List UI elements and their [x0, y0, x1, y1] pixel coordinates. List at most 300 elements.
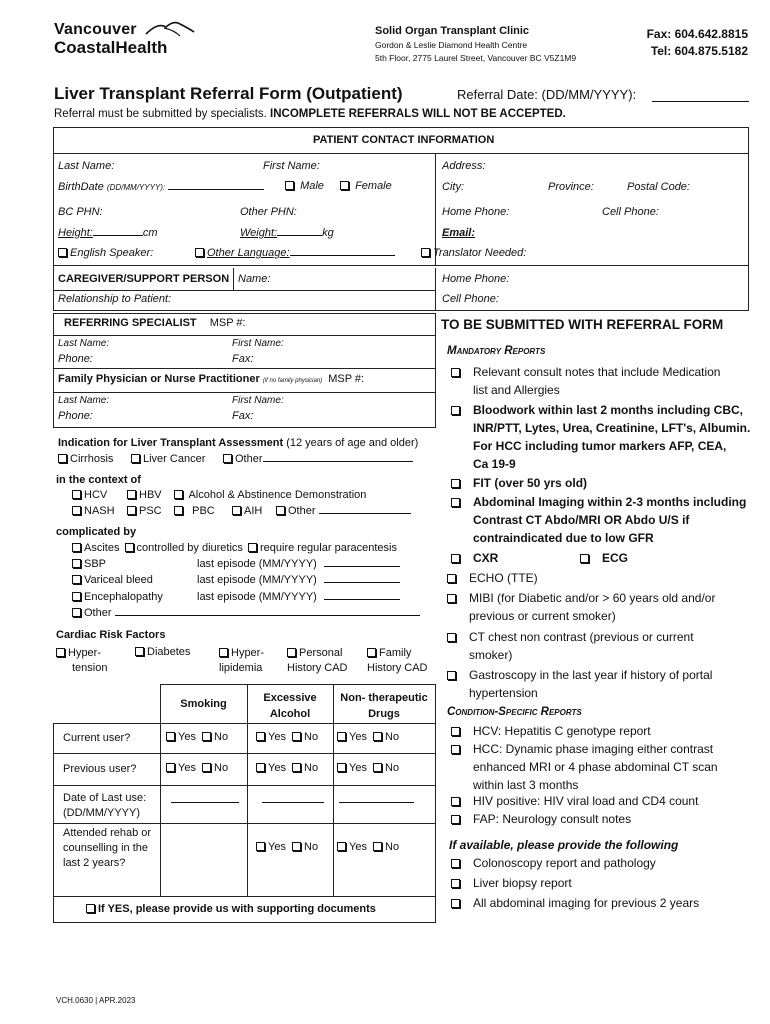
checklist-checkbox[interactable]	[451, 406, 460, 415]
clinic-name: Solid Organ Transplant Clinic	[375, 25, 530, 37]
sbp-episode-label: last episode (MM/YYYY)	[197, 558, 317, 570]
no-label: No	[304, 841, 319, 853]
smoking-date-field[interactable]	[171, 802, 239, 803]
aih-label: AIH	[244, 505, 263, 517]
no-checkbox[interactable]	[292, 732, 301, 741]
indication-other-label: Other	[235, 453, 263, 465]
context-title: in the context of	[56, 474, 141, 486]
notice-text: Referral must be submitted by specialists.	[54, 108, 267, 120]
nash-label: NASH	[84, 505, 115, 517]
psc-row[interactable]	[127, 505, 162, 517]
patient-province[interactable]: Province:	[548, 181, 594, 193]
yes-checkbox[interactable]	[337, 842, 346, 851]
date-last-line2: (DD/MM/YYYY)	[63, 807, 140, 819]
checklist-text: previous or current smoker)	[469, 609, 616, 623]
caregiver-home-phone[interactable]: Home Phone:	[442, 273, 510, 285]
translator-row[interactable]	[421, 247, 526, 259]
mandatory-item	[473, 439, 726, 453]
caregiver-cell-phone[interactable]: Cell Phone:	[442, 293, 499, 305]
family-cad-row[interactable]	[367, 646, 428, 676]
hyperlipidemia-row[interactable]	[219, 646, 264, 676]
indication-age-note: (12 years of age and older)	[286, 437, 419, 449]
checklist-text: within last 3 months	[473, 778, 579, 792]
referring-msp[interactable]: MSP #:	[209, 317, 246, 329]
checklist-text: enhanced MRI or 4 phase abdominal CT scan	[473, 760, 718, 774]
caregiver-relationship[interactable]: Relationship to Patient:	[58, 293, 172, 305]
height-label: Height:	[58, 227, 93, 239]
sbp-label: SBP	[84, 558, 107, 570]
enceph-episode[interactable]	[197, 591, 400, 603]
no-label: No	[214, 762, 229, 774]
clinic-address: 5th Floor, 2775 Laurel Street, Vancouver BC V5Z1M9	[375, 53, 577, 63]
fp-last-name[interactable]: Last Name:	[58, 395, 110, 406]
yes-checkbox[interactable]	[166, 732, 175, 741]
patient-other-phn[interactable]: Other PHN:	[240, 206, 297, 218]
paracentesis-checkbox[interactable]	[248, 543, 257, 552]
weight-unit: kg	[322, 227, 334, 239]
yes-label: Yes	[178, 731, 196, 743]
date-last-line1: Date of Last use:	[63, 792, 147, 804]
cxr-item[interactable]	[473, 551, 498, 565]
cirrhosis-row[interactable]	[58, 453, 113, 465]
paracentesis-label: require regular paracentesis	[259, 542, 397, 554]
complicated-other-label: Other	[84, 607, 112, 619]
rehab-drugs-yesno[interactable]	[337, 841, 399, 853]
controlled-checkbox[interactable]	[125, 543, 134, 552]
col-drugs-line2: Drugs	[368, 708, 400, 720]
family-cad-label2: History CAD	[367, 662, 428, 674]
mandatory-item	[473, 531, 654, 545]
hypertension-label: Hyper-	[68, 647, 102, 659]
patient-first-name[interactable]: First Name:	[263, 160, 320, 172]
condition-item[interactable]	[473, 724, 651, 738]
vch-logo	[54, 22, 167, 58]
col-drugs-line1: Non- therapeutic	[340, 692, 428, 704]
checklist-checkbox[interactable]	[447, 671, 456, 680]
complicated-title: complicated by	[56, 526, 137, 538]
birthdate-label: BirthDate	[58, 181, 104, 193]
english-label: English Speaker:	[70, 247, 154, 259]
no-label: No	[385, 762, 400, 774]
rehab-line3: last 2 years?	[63, 857, 126, 869]
col-drugs	[333, 690, 435, 722]
if-yes-label: If YES, please provide us with supporting documents	[98, 903, 376, 915]
patient-section-title: PATIENT CONTACT INFORMATION	[313, 134, 495, 146]
checklist-checkbox[interactable]	[451, 745, 460, 754]
checklist-text: contraindicated due to low GFR	[473, 531, 654, 545]
no-label: No	[304, 731, 319, 743]
checklist-text: FIT (over 50 yrs old)	[473, 476, 588, 490]
mandatory-item[interactable]	[469, 591, 715, 605]
male-checkbox[interactable]	[285, 181, 294, 190]
alcohol-row[interactable]	[174, 489, 366, 501]
checklist-checkbox[interactable]	[447, 633, 456, 642]
rehab-line2: counselling in the	[63, 842, 149, 854]
if-yes-checkbox[interactable]	[86, 904, 95, 913]
cardiac-title: Cardiac Risk Factors	[56, 629, 166, 641]
ascites-label: Ascites	[84, 542, 120, 554]
mandatory-item[interactable]	[469, 668, 712, 682]
variceal-checkbox[interactable]	[72, 575, 81, 584]
context-other-row[interactable]	[276, 505, 411, 517]
liver-cancer-label: Liver Cancer	[143, 453, 206, 465]
hbv-checkbox[interactable]	[127, 490, 136, 499]
checklist-text: Ca 19-9	[473, 457, 516, 471]
checklist-checkbox[interactable]	[451, 498, 460, 507]
checklist-text: CT chest non contrast (previous or current	[469, 630, 694, 644]
yes-label: Yes	[349, 841, 367, 853]
translator-checkbox[interactable]	[421, 248, 430, 257]
condition-item[interactable]	[473, 812, 631, 826]
context-other-checkbox[interactable]	[276, 506, 285, 515]
hcv-label: HCV	[84, 489, 108, 501]
enceph-label: Encephalopathy	[84, 591, 163, 603]
drugs-date-field[interactable]	[339, 802, 414, 803]
no-checkbox[interactable]	[373, 842, 382, 851]
checklist-text: ECHO (TTE)	[469, 571, 538, 585]
checklist-text: For HCC including tumor markers AFP, CEA,	[473, 439, 727, 453]
condition-item	[473, 760, 718, 774]
ascites-checkbox[interactable]	[72, 543, 81, 552]
patient-bc-phn[interactable]: BC PHN:	[58, 206, 103, 218]
checklist-checkbox[interactable]	[451, 815, 460, 824]
sbp-row[interactable]	[72, 558, 106, 570]
col-alcohol-line2: Alcohol	[269, 708, 311, 720]
yes-label: Yes	[178, 762, 196, 774]
rehab-label	[63, 826, 151, 871]
date-last-use-label	[63, 791, 146, 821]
checklist-checkbox[interactable]	[451, 727, 460, 736]
weight-field[interactable]	[277, 235, 322, 236]
condition-item[interactable]	[473, 742, 713, 756]
patient-address[interactable]: Address:	[442, 160, 486, 172]
current-alcohol-yesno[interactable]	[256, 731, 318, 743]
sbp-checkbox[interactable]	[72, 559, 81, 568]
hypertension-label2: tension	[72, 662, 108, 674]
mandatory-item[interactable]	[469, 571, 538, 585]
variceal-episode-field[interactable]	[324, 582, 400, 583]
checklist-text: Bloodwork within last 2 months including CBC,	[473, 403, 743, 417]
col-alcohol	[247, 690, 333, 722]
personal-cad-label2: History CAD	[287, 662, 348, 674]
no-label: No	[214, 731, 229, 743]
enceph-episode-field[interactable]	[324, 599, 400, 600]
yes-label: Yes	[268, 841, 286, 853]
birthdate-format: (DD/MM/YYYY):	[106, 183, 166, 192]
checklist-text: Relevant consult notes that include Medication	[473, 365, 721, 379]
hcv-checkbox[interactable]	[72, 490, 81, 499]
checklist-checkbox[interactable]	[451, 797, 460, 806]
psc-checkbox[interactable]	[127, 506, 136, 515]
height-field[interactable]	[93, 235, 143, 236]
checklist-checkbox[interactable]	[451, 899, 460, 908]
checklist-checkbox[interactable]	[451, 368, 460, 377]
col-alcohol-line1: Excessive	[263, 692, 317, 704]
height-unit: cm	[142, 227, 158, 239]
referring-phone[interactable]: Phone:	[58, 353, 93, 365]
enceph-checkbox[interactable]	[72, 592, 81, 601]
complicated-other-field[interactable]	[115, 615, 420, 616]
enceph-episode-label: last episode (MM/YYYY)	[197, 591, 317, 603]
fp-fax[interactable]: Fax:	[232, 410, 254, 422]
other-language-field[interactable]	[290, 255, 395, 256]
current-user-label: Current user?	[63, 732, 131, 744]
female-checkbox[interactable]	[340, 181, 349, 190]
checklist-text: HIV positive: HIV viral load and CD4 count	[473, 794, 699, 808]
condition-title: Condition-Specific Reports	[447, 706, 582, 718]
clinic-contact	[647, 26, 748, 60]
referral-notice	[54, 108, 566, 120]
checklist-text: All abdominal imaging for previous 2 years	[473, 896, 700, 910]
fp-msp[interactable]: MSP #:	[328, 373, 365, 385]
checklist-text: Contrast CT Abdo/MRI OR Abdo U/S if	[473, 513, 690, 527]
yes-checkbox[interactable]	[337, 732, 346, 741]
no-label: No	[304, 762, 319, 774]
checklist-text: INR/PTT, Lytes, Urea, Creatinine, LFT's, Albumin.	[473, 421, 751, 435]
patient-email[interactable]: Email:	[442, 227, 476, 239]
form-code: VCH.0630 | APR.2023	[56, 996, 136, 1005]
aih-row[interactable]	[232, 505, 262, 517]
other-language-checkbox[interactable]	[195, 248, 204, 257]
indication-other-row[interactable]	[223, 453, 413, 465]
yes-checkbox[interactable]	[256, 842, 265, 851]
checklist-checkbox[interactable]	[451, 859, 460, 868]
checklist-checkbox[interactable]	[451, 554, 460, 563]
no-checkbox[interactable]	[202, 732, 211, 741]
if-yes-row[interactable]	[86, 903, 376, 915]
mandatory-item	[469, 686, 538, 700]
previous-user-label: Previous user?	[63, 763, 137, 775]
mandatory-title: Mandatory Reports	[447, 345, 546, 357]
previous-drugs-yesno[interactable]	[337, 762, 399, 774]
indication-other-field[interactable]	[263, 461, 413, 462]
fp-first-name[interactable]: First Name:	[232, 395, 284, 406]
notice-bold: INCOMPLETE REFERRALS WILL NOT BE ACCEPTED.	[270, 108, 566, 120]
other-language-label: Other Language:	[207, 247, 290, 259]
logo-line2: CoastalHealth	[54, 38, 168, 57]
fp-title: Family Physician or Nurse Practitioner	[58, 373, 260, 385]
checklist-text: Liver biopsy report	[473, 876, 572, 890]
mountain-logo-icon	[144, 18, 196, 40]
male-checkbox-row[interactable]	[285, 180, 324, 192]
condition-item	[473, 778, 578, 792]
available-title: If available, please provide the following	[449, 838, 679, 852]
current-drugs-yesno[interactable]	[337, 731, 399, 743]
english-checkbox[interactable]	[58, 248, 67, 257]
variceal-label: Variceal bleed	[84, 574, 153, 586]
other-language-row[interactable]	[195, 247, 395, 259]
previous-alcohol-yesno[interactable]	[256, 762, 318, 774]
diabetes-checkbox[interactable]	[135, 647, 144, 656]
aih-checkbox[interactable]	[232, 506, 241, 515]
referring-fax[interactable]: Fax:	[232, 353, 254, 365]
checklist-text: list and Allergies	[473, 383, 560, 397]
form-title: Liver Transplant Referral Form (Outpatient)	[54, 84, 403, 103]
no-label: No	[385, 731, 400, 743]
hyperlipidemia-checkbox[interactable]	[219, 648, 228, 657]
personal-cad-checkbox[interactable]	[287, 648, 296, 657]
checklist-text: FAP: Neurology consult notes	[473, 812, 632, 826]
cirrhosis-label: Cirrhosis	[70, 453, 114, 465]
clinic-info	[375, 25, 576, 63]
checklist-checkbox[interactable]	[447, 574, 456, 583]
yes-label: Yes	[349, 731, 367, 743]
personal-cad-label: Personal	[299, 647, 343, 659]
checklist-text: Colonoscopy report and pathology	[473, 856, 656, 870]
female-label: Female	[355, 180, 392, 192]
context-other-label: Other	[288, 505, 316, 517]
hyperlipidemia-label2: lipidemia	[219, 662, 263, 674]
referring-title: REFERRING SPECIALIST	[64, 317, 197, 329]
variceal-row[interactable]	[72, 574, 153, 586]
female-checkbox-row[interactable]	[340, 180, 392, 192]
indication-header	[58, 437, 418, 449]
hbv-row[interactable]	[127, 489, 162, 501]
checklist-checkbox[interactable]	[451, 879, 460, 888]
caregiver-title: CAREGIVER/SUPPORT PERSON	[58, 273, 230, 285]
no-checkbox[interactable]	[292, 763, 301, 772]
mandatory-item	[469, 609, 616, 623]
checklist-checkbox[interactable]	[447, 594, 456, 603]
condition-item[interactable]	[473, 794, 698, 808]
checklist-text: CXR	[473, 551, 499, 565]
checklist-text: MIBI (for Diabetic and/or > 60 years old and/or	[469, 591, 716, 605]
fp-phone[interactable]: Phone:	[58, 410, 93, 422]
personal-cad-row[interactable]	[287, 646, 348, 676]
male-label: Male	[300, 180, 324, 192]
family-cad-label: Family	[379, 647, 412, 659]
yes-checkbox[interactable]	[256, 763, 265, 772]
hypertension-row[interactable]	[56, 646, 107, 676]
variceal-episode-label: last episode (MM/YYYY)	[197, 574, 317, 586]
mandatory-item[interactable]	[473, 403, 743, 417]
patient-birthdate[interactable]	[58, 181, 264, 193]
hbv-label: HBV	[139, 489, 162, 501]
checklist-text: Gastroscopy in the last year if history of portal	[469, 668, 713, 682]
mandatory-item	[469, 648, 512, 662]
weight-label: Weight:	[240, 227, 278, 239]
pbc-label: PBC	[192, 505, 215, 517]
sbp-episode[interactable]	[197, 558, 400, 570]
alcohol-label: Alcohol & Abstinence Demonstration	[188, 489, 367, 501]
family-cad-checkbox[interactable]	[367, 648, 376, 657]
variceal-episode[interactable]	[197, 574, 400, 586]
liver-cancer-row[interactable]	[131, 453, 205, 465]
no-label: No	[385, 841, 400, 853]
hcv-row[interactable]	[72, 489, 107, 501]
mandatory-item[interactable]	[473, 495, 746, 509]
nash-checkbox[interactable]	[72, 506, 81, 515]
clinic-centre: Gordon & Leslie Diamond Health Centre	[375, 40, 528, 50]
indication-other-checkbox[interactable]	[223, 454, 232, 463]
available-item[interactable]	[473, 896, 699, 910]
pbc-checkbox[interactable]	[174, 506, 183, 515]
no-checkbox[interactable]	[202, 763, 211, 772]
yes-label: Yes	[268, 731, 286, 743]
context-other-field[interactable]	[319, 513, 411, 514]
hyperlipidemia-label: Hyper-	[231, 647, 265, 659]
checklist-checkbox[interactable]	[451, 479, 460, 488]
available-item[interactable]	[473, 876, 572, 890]
mandatory-item[interactable]	[473, 365, 720, 379]
fp-note: (if no family physician)	[262, 378, 323, 384]
mandatory-item[interactable]	[469, 630, 694, 644]
ecg-item[interactable]	[602, 551, 628, 565]
sbp-episode-field[interactable]	[324, 566, 400, 567]
enceph-row[interactable]	[72, 591, 163, 603]
logo-line1: Vancouver	[54, 21, 137, 38]
patient-postal[interactable]: Postal Code:	[627, 181, 690, 193]
indication-title: Indication for Liver Transplant Assessment	[58, 437, 284, 449]
patient-home-phone[interactable]: Home Phone:	[442, 206, 510, 218]
patient-weight[interactable]	[240, 227, 334, 239]
patient-cell-phone[interactable]: Cell Phone:	[602, 206, 659, 218]
hypertension-checkbox[interactable]	[56, 648, 65, 657]
liver-cancer-checkbox[interactable]	[131, 454, 140, 463]
checklist-text: ECG	[602, 551, 629, 565]
patient-last-name[interactable]: Last Name:	[58, 160, 115, 172]
rehab-alcohol-yesno[interactable]	[256, 841, 318, 853]
english-checkbox-row[interactable]	[58, 247, 153, 259]
alcohol-checkbox[interactable]	[174, 490, 183, 499]
cirrhosis-checkbox[interactable]	[58, 454, 67, 463]
fax-number: Fax: 604.642.8815	[646, 27, 748, 41]
patient-height[interactable]	[58, 227, 158, 239]
controlled-label: controlled by diuretics	[136, 542, 243, 554]
patient-city[interactable]: City:	[442, 181, 464, 193]
alcohol-date-field[interactable]	[262, 802, 324, 803]
checklist-text: smoker)	[469, 648, 513, 662]
col-smoking: Smoking	[180, 698, 227, 710]
diabetes-label: Diabetes	[147, 646, 191, 658]
no-checkbox[interactable]	[373, 763, 382, 772]
referral-date-label: Referral Date: (DD/MM/YYYY):	[457, 87, 637, 102]
mandatory-item	[473, 513, 689, 527]
checklist-text: HCV: Hepatitis C genotype report	[473, 724, 651, 738]
previous-smoking-yesno[interactable]	[166, 762, 228, 774]
yes-checkbox[interactable]	[256, 732, 265, 741]
rehab-line1: Attended rehab or	[63, 827, 152, 839]
referral-date-field[interactable]	[652, 86, 749, 102]
nash-row[interactable]	[72, 505, 115, 517]
checklist-text: Abdominal Imaging within 2-3 months including	[473, 495, 747, 509]
referring-last-name[interactable]: Last Name:	[58, 338, 110, 349]
yes-checkbox[interactable]	[166, 763, 175, 772]
yes-checkbox[interactable]	[337, 763, 346, 772]
translator-label: Translator Needed:	[433, 247, 527, 259]
referring-header	[64, 317, 246, 329]
current-smoking-yesno[interactable]	[166, 731, 228, 743]
birthdate-field[interactable]	[168, 189, 264, 190]
caregiver-name[interactable]: Name:	[238, 273, 271, 285]
no-checkbox[interactable]	[292, 842, 301, 851]
mandatory-item[interactable]	[473, 476, 587, 490]
checklist-text: HCC: Dynamic phase imaging either contrast	[473, 742, 714, 756]
pbc-row[interactable]	[174, 505, 215, 517]
mandatory-item	[473, 421, 750, 435]
available-item[interactable]	[473, 856, 656, 870]
ascites-row[interactable]	[72, 542, 397, 554]
referring-first-name[interactable]: First Name:	[232, 338, 284, 349]
checklist-checkbox[interactable]	[580, 554, 589, 563]
diabetes-row[interactable]	[135, 646, 190, 658]
complicated-other-row[interactable]	[72, 607, 420, 619]
mandatory-item	[473, 383, 560, 397]
no-checkbox[interactable]	[373, 732, 382, 741]
checklist-text: hypertension	[469, 686, 538, 700]
complicated-other-checkbox[interactable]	[72, 608, 81, 617]
submit-title: TO BE SUBMITTED WITH REFERRAL FORM	[441, 317, 724, 332]
